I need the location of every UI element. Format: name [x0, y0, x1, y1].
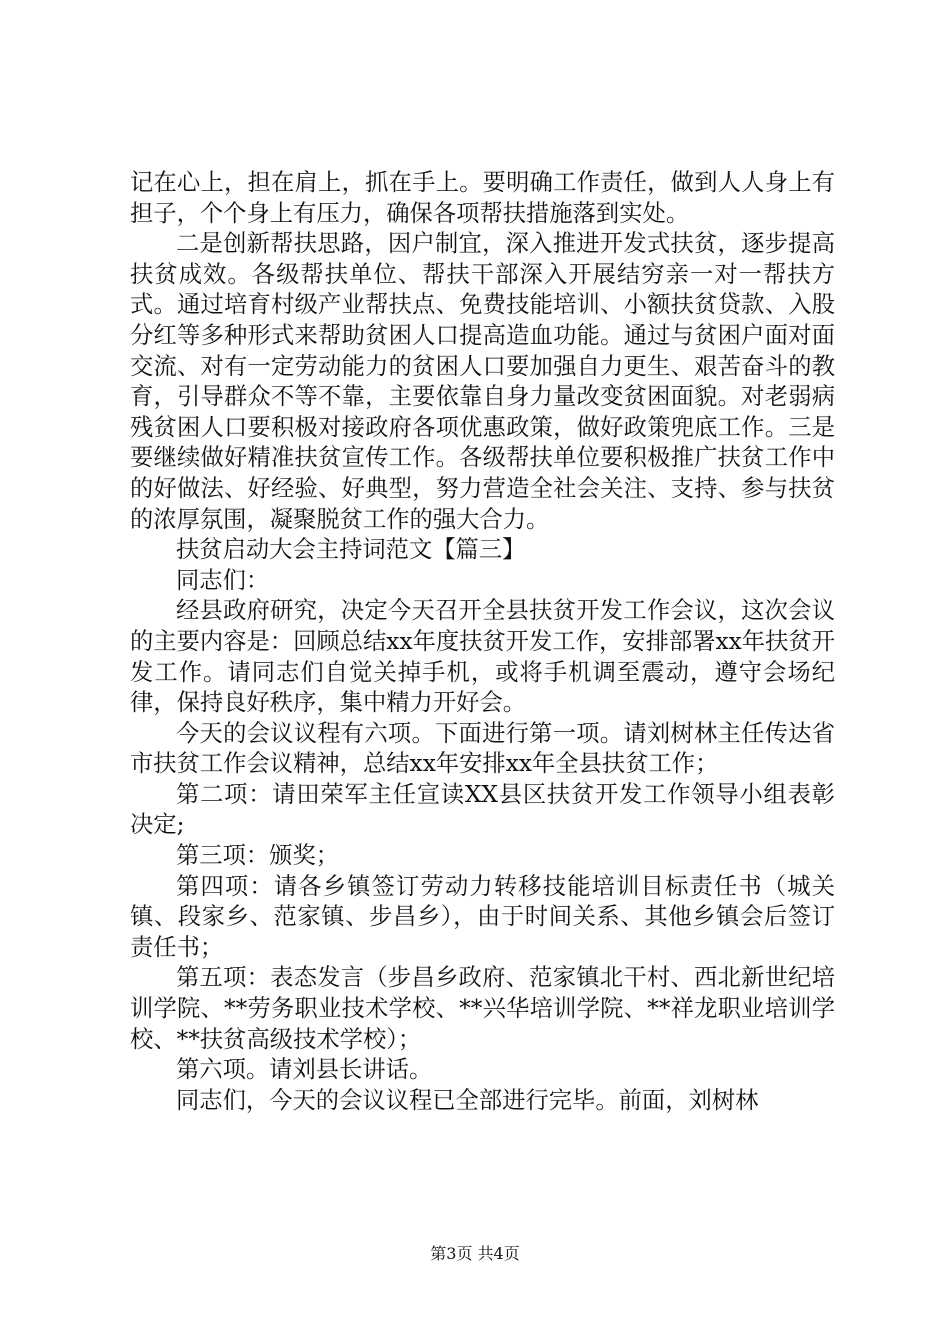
section-heading: 扶贫启动大会主持词范文【篇三】 [176, 536, 526, 564]
paragraph-closing: 同志们，今天的会议议程已全部进行完毕。前面，刘树林 [176, 1086, 759, 1114]
paragraph-second-measure: 二是创新帮扶思路，因户制宜，深入推进开发式扶贫，逐步提高扶贫成效。各级帮扶单位、帮扶干部深入开展结穷亲一对一帮扶方式。通过培育村级产业帮扶点、免费技能培训、小额扶贫贷款、入股分红等多种形式来帮助贫困人口提高造血功能。通过与贫困户面对面交流、对有一定劳动能力的贫困人口要加强自力更生、艰苦奋斗的教育，引导群众不等不靠，主要依靠自身力量改变贫困面貌。对老弱病残贫困人口要积极对接政府各项优惠政策，做好政策兜底工作。三是要继续做好精准扶贫宣传工作。各级帮扶单位要积极推广扶贫工作中的好做法、好经验、好典型，努力营造全社会关注、支持、参与扶贫的浓厚氛围，凝聚脱贫工作的强大合力。 [130, 230, 835, 533]
salutation: 同志们： [176, 566, 270, 594]
agenda-item-3: 第三项：颁奖； [176, 842, 340, 870]
paragraph-agenda-intro: 今天的会议议程有六项。下面进行第一项。请刘树林主任传达省市扶贫工作会议精神，总结xx年安排xx年全县扶贫工作； [130, 719, 835, 778]
agenda-item-2: 第二项：请田荣军主任宣读XX县区扶贫开发工作领导小组表彰决定; [130, 780, 835, 839]
document-body [130, 168, 835, 1116]
agenda-item-4: 第四项：请各乡镇签订劳动力转移技能培训目标责任书（城关镇、段家乡、范家镇、步昌乡），由于时间关系、其他乡镇会后签订责任书； [130, 872, 835, 961]
paragraph-continuation: 记在心上，担在肩上，抓在手上。要明确工作责任，做到人人身上有担子，个个身上有压力，确保各项帮扶措施落到实处。 [130, 169, 835, 227]
agenda-item-6: 第六项。请刘县长讲话。 [176, 1056, 433, 1084]
paragraph-opening: 经县政府研究，决定今天召开全县扶贫开发工作会议，这次会议的主要内容是：回顾总结xx年度扶贫开发工作，安排部署xx年扶贫开发工作。请同志们自觉关掉手机，或将手机调至震动，遵守会场纪律，保持良好秩序，集中精力开好会。 [130, 597, 835, 717]
agenda-item-5: 第五项：表态发言（步昌乡政府、范家镇北干村、西北新世纪培训学院、**劳务职业技术学校、**兴华培训学院、**祥龙职业培训学校、**扶贫高级技术学校）； [130, 964, 835, 1053]
page-number-footer: 第3页 共4页 [430, 1244, 520, 1263]
